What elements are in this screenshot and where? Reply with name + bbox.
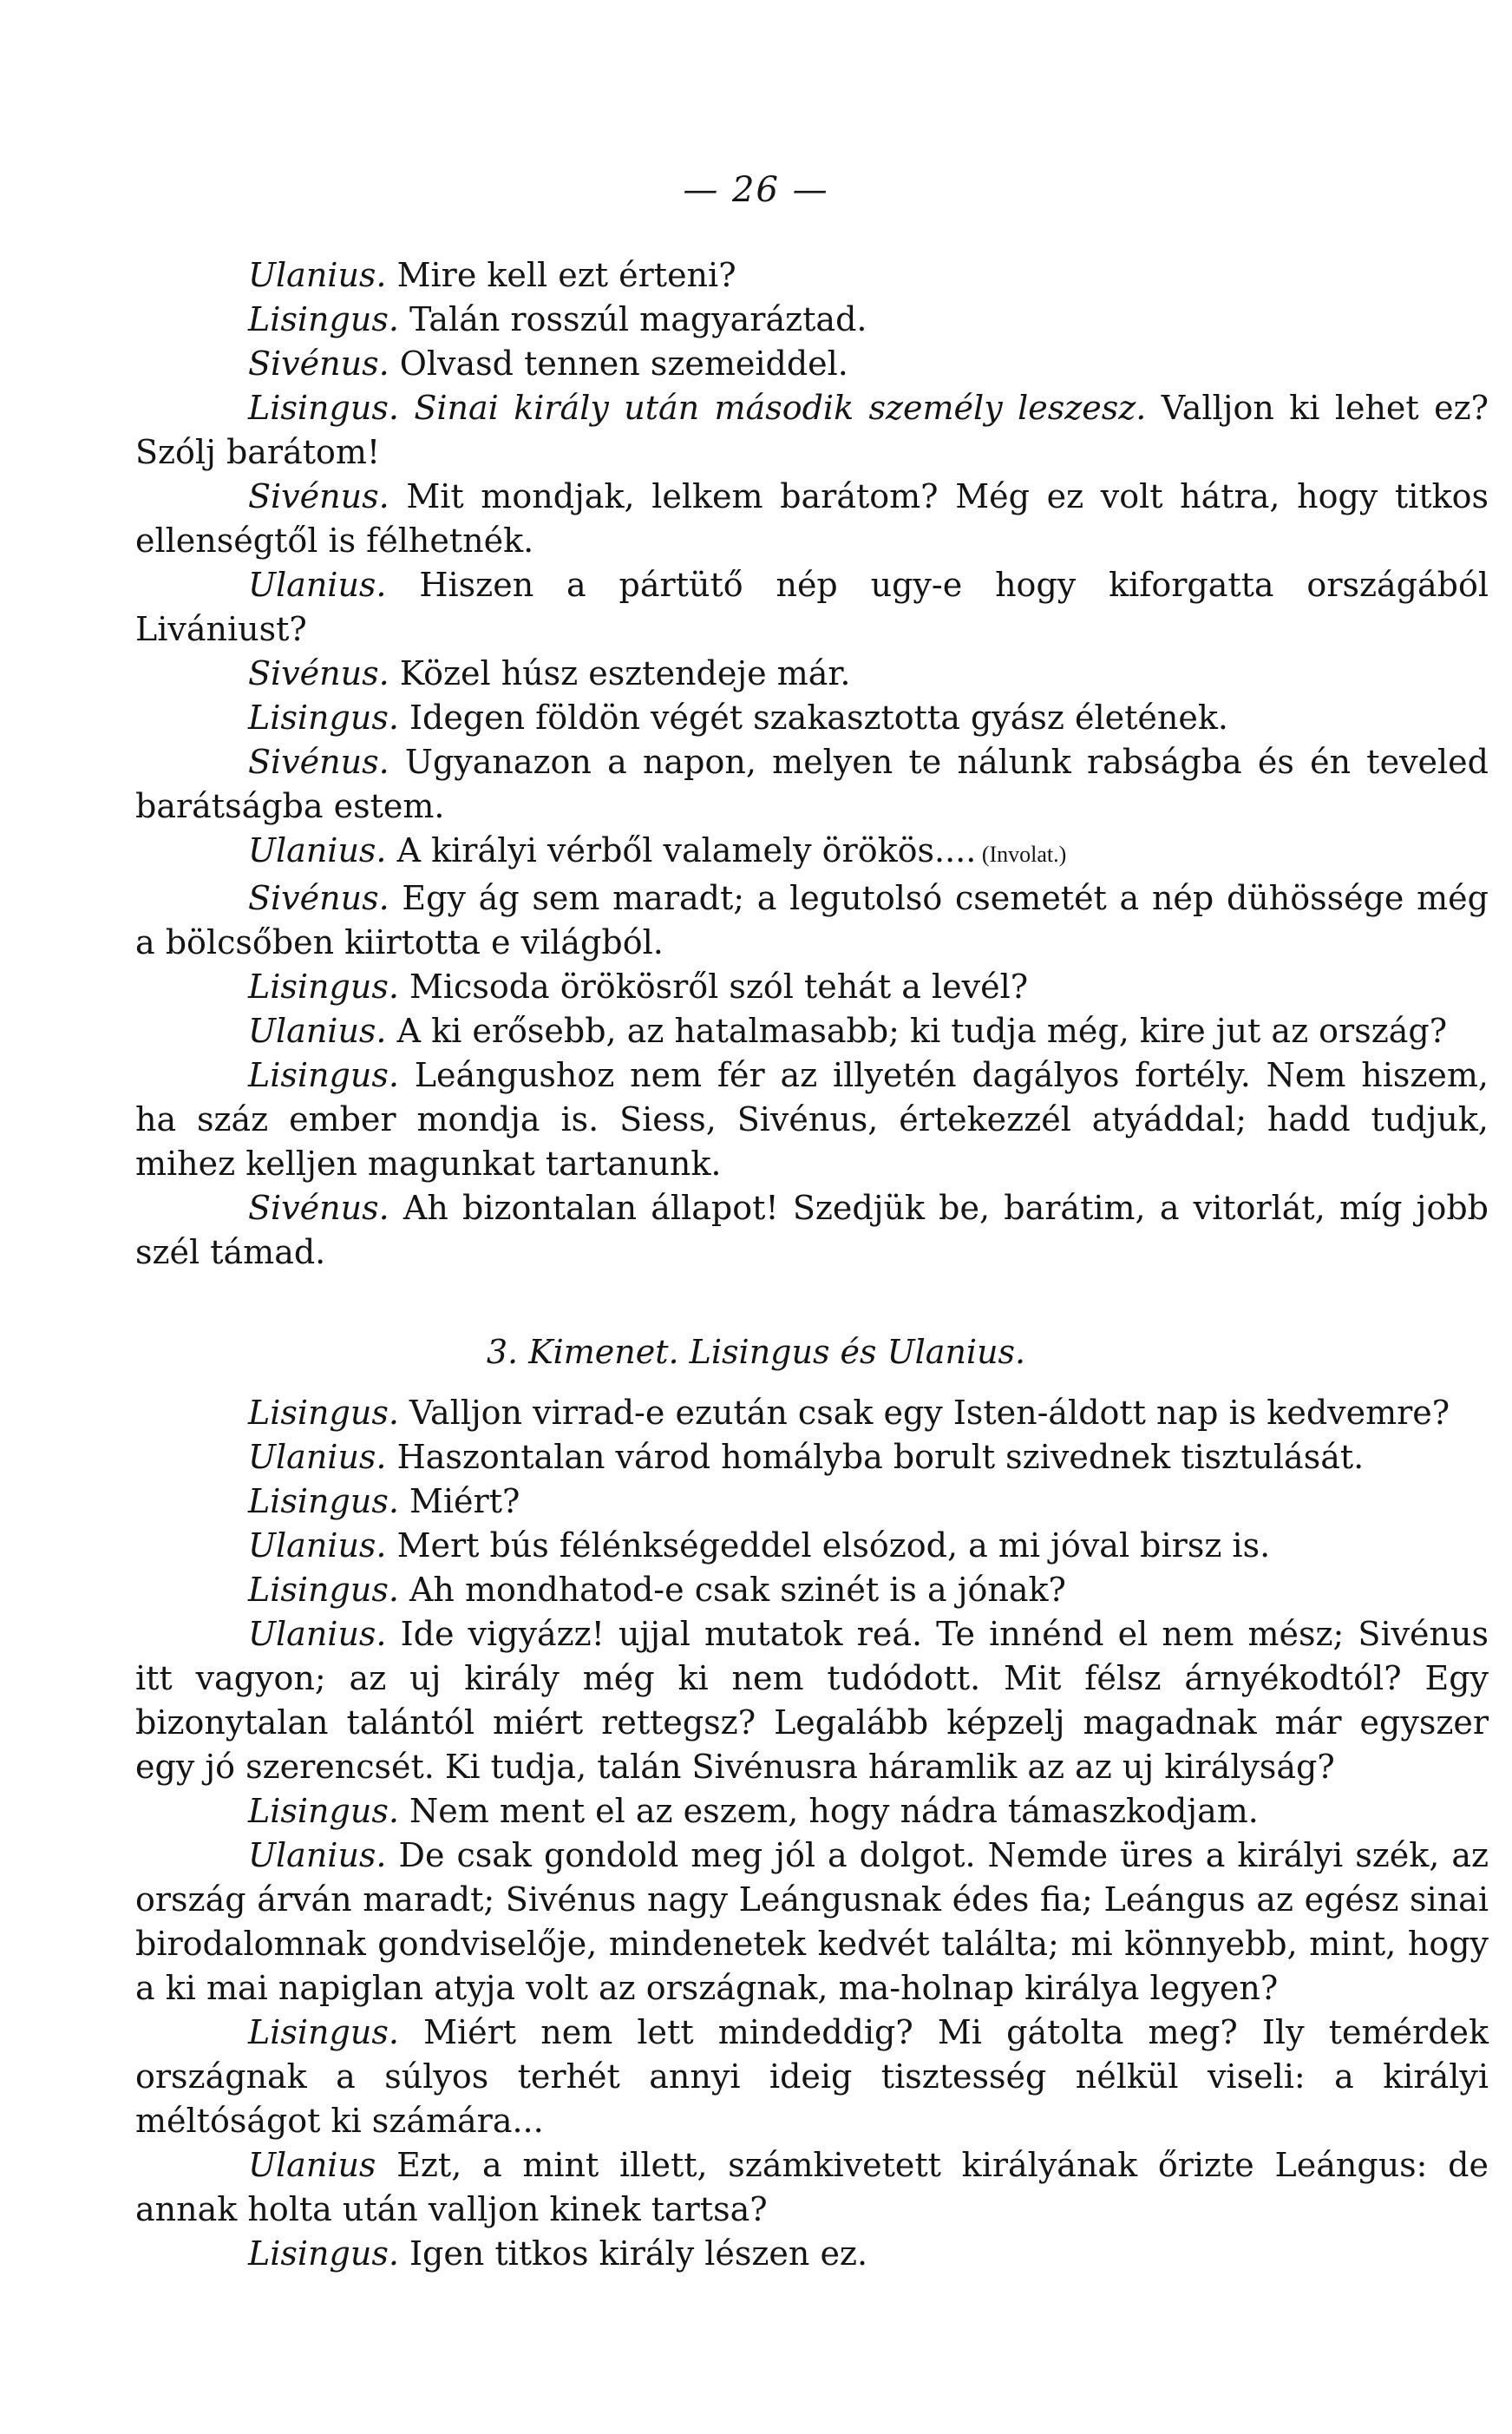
speaker-name: Lisingus.	[248, 1571, 399, 1609]
line-text: Leángushoz nem fér az illyetén dagályos fortély. Nem hiszem, ha száz ember mondja is. Siess, Sivénus, értekezzél atyáddal; hadd tudjuk, mihez kelljen magunkat tartanunk.	[135, 1056, 1489, 1183]
speaker-name: Lisingus.	[248, 968, 399, 1006]
speaker-name: Ulanius.	[248, 566, 387, 604]
line-text: Talán rosszúl magyaráztad.	[398, 300, 867, 338]
speaker-name: Lisingus.	[248, 389, 399, 427]
line-text: Mert bús félénkségeddel elsózod, a mi jóval birsz is.	[386, 1526, 1271, 1565]
speaker-name: Lisingus.	[248, 1394, 399, 1432]
line-text: Ugyanazon a napon, melyen te nálunk rabságba és én teveled barátságba estem.	[135, 743, 1489, 825]
line-text: Miért?	[398, 1482, 520, 1520]
line-text: A királyi vérből valamely örökös....	[386, 831, 977, 869]
speaker-name: Lisingus.	[248, 1482, 399, 1520]
line-text: Ezt, a mint illett, számkivetett királyának őrizte Leángus: de annak holta után valljon kinek tartsa?	[135, 2146, 1489, 2228]
speaker-name: Ulanius.	[248, 1438, 387, 1476]
dialogue-line	[135, 342, 1489, 386]
line-text: Idegen földön végét szakasztotta gyász életének.	[398, 699, 1228, 737]
dialogue-line	[135, 563, 1489, 652]
line-text: Mit mondjak, lelkem barátom? Még ez volt hátra, hogy titkos ellenségtől is félhetnék.	[135, 477, 1489, 560]
dialogue-line	[135, 298, 1489, 342]
speaker-name: Sivénus.	[248, 477, 389, 515]
scene-heading: 3. Kimenet. Lisingus és Ulanius.	[486, 1333, 1026, 1371]
line-text: Haszontalan várod homályba borult szivednek tisztulását.	[386, 1438, 1365, 1476]
dialogue-line	[135, 1479, 1489, 1524]
line-text: Közel húsz esztendeje már.	[389, 654, 851, 692]
speaker-name: Lisingus.	[248, 2013, 399, 2051]
line-text: Ah mondhatod-e csak szinét is a jónak?	[398, 1571, 1066, 1609]
line-text: De csak gondold meg jól a dolgot. Nemde üres a királyi szék, az ország árván maradt; Sivénus nagy Leángusnak édes fia; Leángus az egész sinai birodalomnak gondviselője, mindenetek kedvét találta; mi könnyebb, mint, hogy a ki mai napiglan atyja volt az országnak, ma-holnap királya legyen?	[135, 1836, 1489, 2007]
speaker-name: Sivénus.	[248, 743, 389, 781]
line-text: Mire kell ezt érteni?	[386, 256, 736, 294]
dialogue-line	[135, 652, 1489, 696]
speaker-name: Lisingus.	[248, 2234, 399, 2273]
speaker-name: Lisingus.	[248, 1056, 399, 1094]
dialogue-line	[135, 829, 1489, 876]
speaker-name: Ulanius.	[248, 831, 387, 869]
dialogue-line	[135, 1435, 1489, 1479]
dialogue-line	[135, 1053, 1489, 1186]
speaker-name: Sivénus.	[248, 654, 389, 692]
speaker-name: Sivénus.	[248, 879, 389, 917]
line-text: Ide vigyázz! ujjal mutatok reá. Te innénd el nem mész; Sivénus itt vagyon; az uj király még ki nem tudódott. Mit félsz árnyékodtól? Egy bizonytalan talántól miért rettegsz? Legalább képzelj magadnak már egyszer egy jó szerencsét. Ki tudja, talán Sivénusra háramlik az az uj királyság?	[135, 1615, 1489, 1786]
line-text: Hiszen a pártütő nép ugy-e hogy kiforgatta országából Livániust?	[135, 566, 1489, 648]
dialogue-line	[135, 1009, 1489, 1053]
line-text: Ah bizontalan állapot! Szedjük be, barátim, a vitorlát, míg jobb szél támad.	[135, 1189, 1489, 1271]
dialogue-line	[135, 2143, 1489, 2232]
speaker-name: Ulanius.	[248, 1615, 387, 1653]
line-text: Micsoda örökösről szól tehát a levél?	[398, 968, 1029, 1006]
dialogue-line	[135, 2232, 1489, 2276]
dialogue-line	[135, 386, 1489, 475]
dialogue-line	[135, 965, 1489, 1009]
line-text: A ki erősebb, az hatalmasabb; ki tudja még, kire jut az ország?	[386, 1012, 1448, 1050]
page-number: — 26 —	[683, 170, 829, 210]
dialogue-line	[135, 1524, 1489, 1568]
speaker-name: Sivénus.	[248, 344, 389, 383]
speaker-name: Ulanius.	[248, 1012, 387, 1050]
dialogue-line	[135, 740, 1489, 829]
speaker-name: Ulanius.	[248, 256, 387, 294]
dialogue-line	[135, 253, 1489, 298]
dialogue-line	[135, 1391, 1489, 1435]
speaker-name: Lisingus.	[248, 699, 399, 737]
line-text: Igen titkos király lészen ez.	[398, 2234, 868, 2273]
line-text: Olvasd tennen szemeiddel.	[389, 344, 848, 383]
dialogue-line	[135, 1789, 1489, 1834]
line-text: Miért nem lett mindeddig? Mi gátolta meg? Ily temérdek országnak a súlyos terhét annyi ideig tisztesség nélkül viseli: a királyi méltóságot ki számára...	[135, 2013, 1489, 2140]
dialogue-line	[135, 475, 1489, 563]
speaker-name: Ulanius	[248, 2146, 376, 2184]
dialogue-line	[135, 1612, 1489, 1789]
letter-quote: Sinai király után második személy leszesz.	[398, 389, 1147, 427]
dialogue-block-top	[135, 253, 1489, 1275]
line-text: Valljon ki lehet ez? Szólj barátom!	[135, 389, 1489, 471]
speaker-name: Ulanius.	[248, 1526, 387, 1565]
speaker-name: Sivénus.	[248, 1189, 389, 1227]
dialogue-line	[135, 1186, 1489, 1275]
dialogue-line	[135, 1568, 1489, 1612]
dialogue-line	[135, 2011, 1489, 2143]
line-text: Egy ág sem maradt; a legutolsó csemetét a nép dühössége még a bölcsőben kiirtotta e világból.	[135, 879, 1489, 961]
speaker-name: Ulanius.	[248, 1836, 387, 1874]
dialogue-line	[135, 696, 1489, 740]
speaker-name: Lisingus.	[248, 300, 399, 338]
dialogue-block-bottom	[135, 1391, 1489, 2276]
dialogue-line	[135, 1834, 1489, 2011]
line-text: Nem ment el az eszem, hogy nádra támaszkodjam.	[398, 1792, 1259, 1830]
stage-direction: (Involat.)	[976, 842, 1067, 867]
line-text: Valljon virrad-e ezután csak egy Isten-áldott nap is kedvemre?	[398, 1394, 1450, 1432]
dialogue-line	[135, 876, 1489, 965]
speaker-name: Lisingus.	[248, 1792, 399, 1830]
